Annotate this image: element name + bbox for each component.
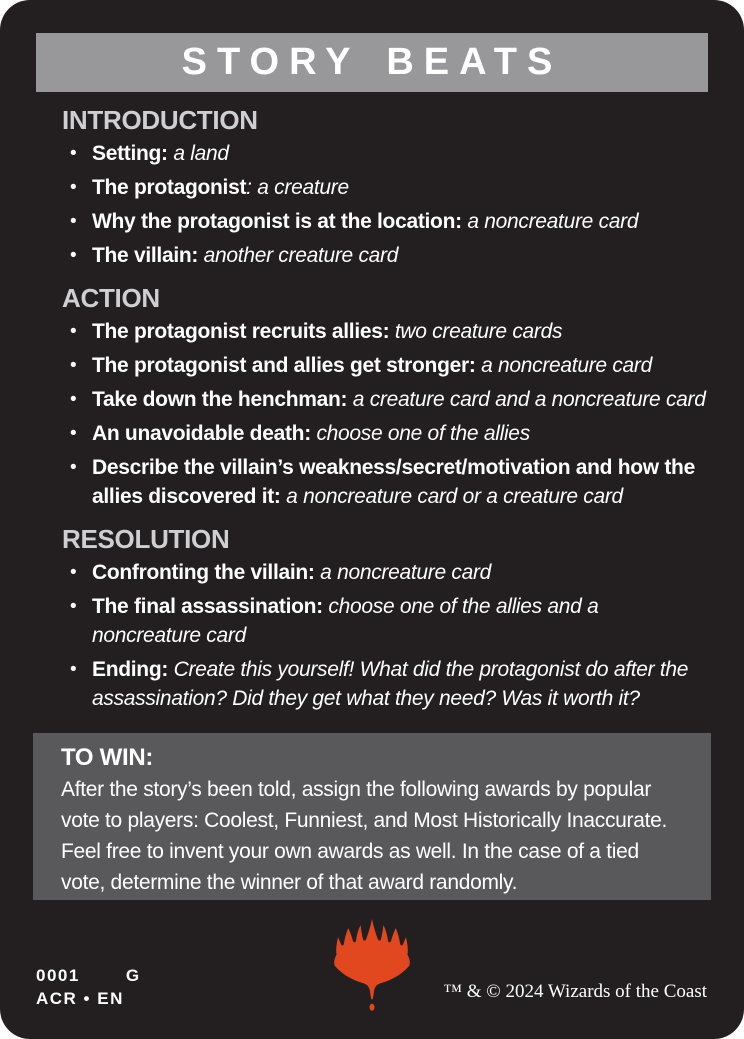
bullet-marker: • [70,389,77,410]
bullet-item [62,655,710,713]
bullet-item [62,453,710,511]
bullet-item [62,351,710,380]
bullet-label: The protagonist [92,176,247,199]
bullet-value: a noncreature card [467,210,639,233]
collector-number: 0001 [36,966,80,985]
bullet-marker: • [70,245,77,266]
bullet-value: Create this yourself! What did the protagonist do after the assassination? Did they get what they need? Was it worth it? [92,658,689,710]
bullet-list [62,139,710,270]
bullet-label: The protagonist recruits allies: [92,320,390,343]
bullet-marker: • [70,423,77,444]
bullet-label: Setting: [92,142,168,165]
bullet-label: Confronting the villain: [92,561,315,584]
bullet-label: Take down the henchman: [92,388,348,411]
bullet-item [62,139,710,168]
bullet-marker: • [70,321,77,342]
bullet-item [62,241,710,270]
bullet-item [62,173,710,202]
bullet-marker: • [70,355,77,376]
to-win-body: After the story’s been told, assign the following awards by popular vote to players: Coolest, Funniest, and Most Historically Inaccurate. Feel free to invent your own awards as well. In the case of a tied vote, determine the winner of that award randomly. [61,778,668,894]
bullet-value: a creature card and a noncreature card [352,388,706,411]
bullet-list [62,317,710,511]
bullet-label: The protagonist and allies get stronger: [92,354,476,377]
bullet-marker: • [70,457,77,478]
bullet-item [62,317,710,346]
section-action [62,284,710,511]
bullet-label: An unavoidable death: [92,422,311,445]
bullet-marker: • [70,562,77,583]
bullet-marker: • [70,211,77,232]
rarity-indicator: G [125,966,141,985]
collector-info [36,964,141,1010]
bullet-label: Describe the villain’s weakness/secret/motivation and how the allies discovered it: [92,456,695,508]
bullet-value: a noncreature card [320,561,492,584]
sections [62,92,710,718]
bullet-marker: • [70,596,77,617]
set-code: ACR • EN [36,989,124,1008]
bullet-item [62,385,710,414]
bullet-marker: • [70,659,77,680]
bullet-label: Ending: [92,658,169,681]
bullet-value: another creature card [203,244,399,267]
card-title: STORY BEATS [181,41,563,83]
section-introduction [62,106,710,270]
bullet-value: a noncreature card or a creature card [286,485,623,508]
bullet-value: a noncreature card [481,354,652,377]
bullet-item [62,558,710,587]
bullet-item [62,419,710,448]
section-heading: ACTION [62,283,160,313]
bullet-value: a creature [257,176,349,199]
bullet-value: choose one of the allies and a noncreature card [92,595,599,647]
bullet-item [62,592,710,650]
bullet-label: The villain: [92,244,199,267]
bullet-item [62,207,710,236]
bullet-label: The final assassination: [92,595,323,618]
bullet-marker: • [70,143,77,164]
bullet-label: Why the protagonist is at the location: [92,210,462,233]
copyright-line: ™ & © 2024 Wizards of the Coast [443,981,707,1002]
to-win-heading: TO WIN: [61,744,154,771]
section-heading: INTRODUCTION [62,105,258,135]
title-bar [36,33,708,92]
bullet-list [62,558,710,713]
to-win-box [33,733,711,900]
bullet-marker: • [70,177,77,198]
bullet-separator: : [246,176,252,199]
bullet-value: a land [173,142,229,165]
planeswalker-icon [333,919,411,1016]
bullet-value: two creature cards [394,320,563,343]
section-heading: RESOLUTION [62,524,230,554]
section-resolution [62,525,710,713]
bullet-value: choose one of the allies [316,422,530,445]
